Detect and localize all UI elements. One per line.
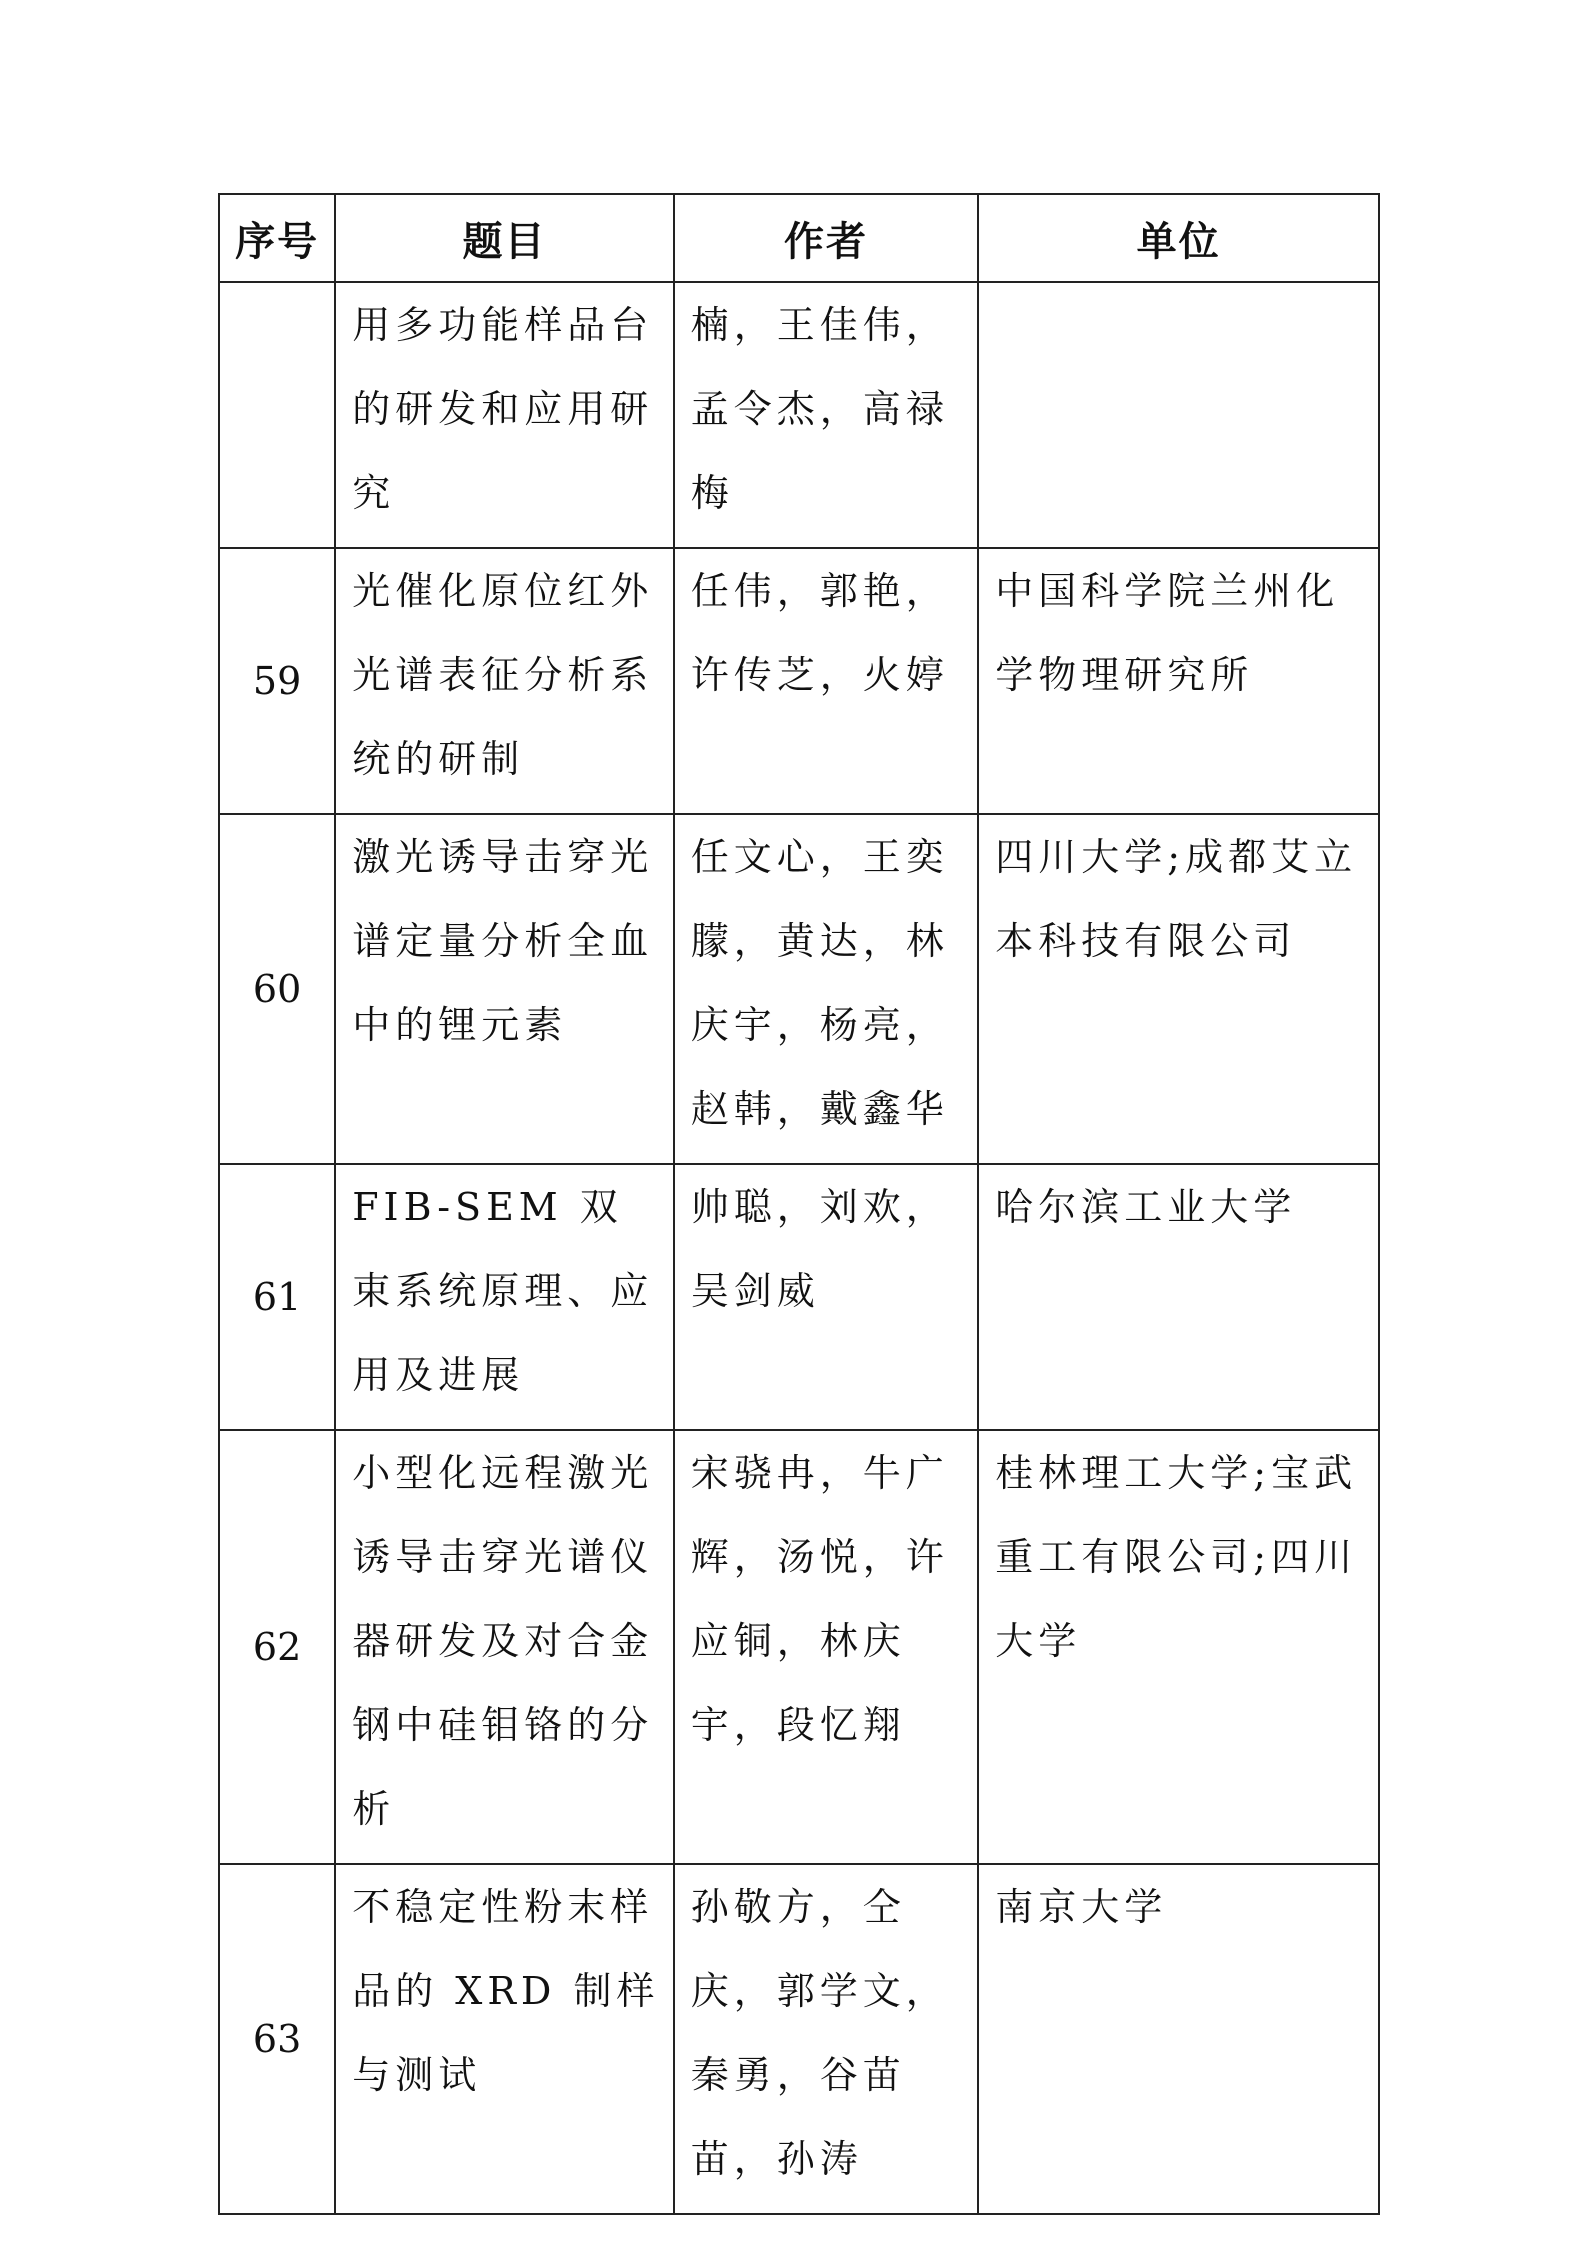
row-authors: 宋骁冉，牛广辉，汤悦，许应铜，林庆宇，段忆翔 [674,1430,979,1864]
row-org: 哈尔滨工业大学 [978,1164,1379,1430]
row-title: 用多功能样品台的研发和应用研究 [335,282,674,548]
row-authors: 帅聪，刘欢，吴剑威 [674,1164,979,1430]
row-no: 59 [219,548,335,814]
table-row [219,1430,1379,1864]
row-org: 桂林理工大学;宝武重工有限公司;四川大学 [978,1430,1379,1864]
row-title: FIB-SEM 双束系统原理、应用及进展 [335,1164,674,1430]
row-org: 中国科学院兰州化学物理研究所 [978,548,1379,814]
header-authors: 作者 [674,194,979,282]
row-authors: 孙敬方，仝庆，郭学文，秦勇，谷苗苗，孙涛 [674,1864,979,2214]
row-org: 四川大学;成都艾立本科技有限公司 [978,814,1379,1164]
table-row [219,1164,1379,1430]
header-org: 单位 [978,194,1379,282]
row-org [978,282,1379,548]
row-no: 63 [219,1864,335,2214]
table-row [219,282,1379,548]
row-no: 60 [219,814,335,1164]
row-authors: 任文心，王奕朦，黄达，林庆宇，杨亮，赵韩，戴鑫华 [674,814,979,1164]
header-no: 序号 [219,194,335,282]
table-row [219,814,1379,1164]
row-no: 62 [219,1430,335,1864]
row-title: 光催化原位红外光谱表征分析系统的研制 [335,548,674,814]
row-title: 激光诱导击穿光谱定量分析全血中的锂元素 [335,814,674,1164]
paper-list-table [218,193,1380,2215]
table-row [219,548,1379,814]
row-org: 南京大学 [978,1864,1379,2214]
header-title: 题目 [335,194,674,282]
row-title: 不稳定性粉末样品的 XRD 制样与测试 [335,1864,674,2214]
row-title: 小型化远程激光诱导击穿光谱仪器研发及对合金钢中硅钼铬的分析 [335,1430,674,1864]
row-no: 61 [219,1164,335,1430]
row-authors: 任伟，郭艳，许传芝，火婷 [674,548,979,814]
row-authors: 楠，王佳伟，孟令杰，高禄梅 [674,282,979,548]
table-header-row [219,194,1379,282]
row-no [219,282,335,548]
table-row [219,1864,1379,2214]
